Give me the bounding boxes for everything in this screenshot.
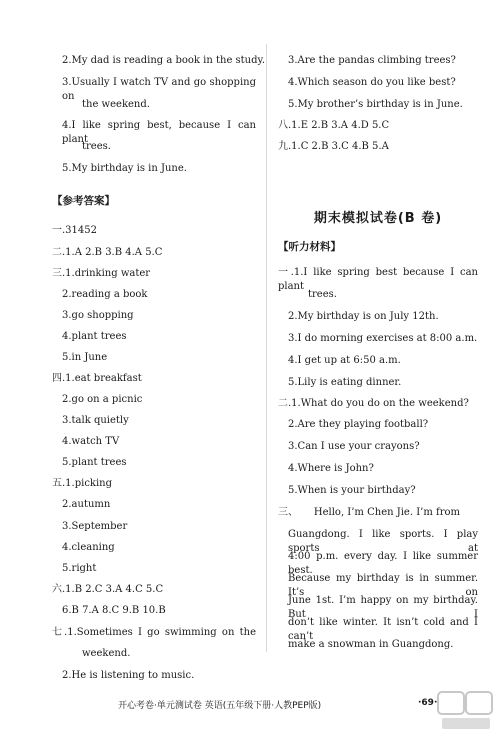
answer-line: 2.go on a picnic bbox=[62, 394, 143, 405]
answer-line: 4.cleaning bbox=[62, 542, 115, 553]
listening-line: 4.Where is John? bbox=[288, 463, 374, 474]
column-divider bbox=[266, 44, 267, 652]
answer-line: 5.right bbox=[62, 563, 97, 574]
listening-line: 3.Can I use your crayons? bbox=[288, 441, 420, 452]
text-line: 3.Usually I watch TV and go shopping on bbox=[62, 77, 256, 102]
answer-line: 3.go shopping bbox=[62, 310, 134, 321]
answer-line: 5.in June bbox=[62, 352, 108, 363]
answer-line: 四.1.eat breakfast bbox=[52, 373, 142, 384]
listening-line: June 1st. I’m happy on my birthday. But I bbox=[288, 595, 478, 620]
text-line: trees. bbox=[82, 141, 111, 152]
text-line: 3.Are the pandas climbing trees? bbox=[288, 55, 456, 66]
listening-line: 2.My birthday is on July 12th. bbox=[288, 311, 439, 322]
listening-line: 三、 Hello, I’m Chen Jie. I’m from bbox=[278, 507, 460, 518]
text-line: 2.My dad is reading a book in the study. bbox=[62, 55, 266, 66]
listening-line: 4:00 p.m. every day. I like summer best. bbox=[288, 551, 478, 576]
answers-heading: 【参考答案】 bbox=[52, 195, 115, 207]
answer-line: 七.1.Sometimes I go swimming on the bbox=[52, 627, 256, 638]
answer-line: 二.1.A 2.B 3.B 4.A 5.C bbox=[52, 247, 163, 258]
text-line: the weekend. bbox=[82, 99, 150, 110]
listening-heading: 【听力材料】 bbox=[278, 241, 341, 253]
answer-line: weekend. bbox=[82, 648, 131, 659]
listening-line: Because my birthday is in summer. It’s on bbox=[288, 573, 478, 598]
listening-line: 4.I get up at 6:50 a.m. bbox=[288, 355, 401, 366]
listening-line: 3.I do morning exercises at 8:00 a.m. bbox=[288, 333, 478, 344]
exam-title: 期末模拟试卷(B 卷) bbox=[313, 211, 443, 226]
listening-line: don’t like winter. It isn’t cold and I can’t bbox=[288, 617, 478, 642]
answer-line: 5.plant trees bbox=[62, 457, 127, 468]
text-line: 4.I like spring best, because I can plant bbox=[62, 120, 256, 145]
page-number: ·69· bbox=[418, 698, 438, 708]
answer-line: 九.1.C 2.B 3.C 4.B 5.A bbox=[278, 141, 389, 152]
listening-line: trees. bbox=[308, 289, 337, 300]
answer-line: 3.talk quietly bbox=[62, 415, 129, 426]
answer-line: 4.plant trees bbox=[62, 331, 127, 342]
answer-line: 六.1.B 2.C 3.A 4.C 5.C bbox=[52, 584, 164, 595]
answer-line: 一.31452 bbox=[52, 225, 97, 236]
listening-line: 2.Are they playing football? bbox=[288, 419, 429, 430]
listening-line: Guangdong. I like sports. I play sports at bbox=[288, 529, 478, 554]
listening-line: 一.1.I like spring best because I can plant bbox=[278, 267, 478, 292]
answer-line: 3.September bbox=[62, 521, 128, 532]
answer-line: 4.watch TV bbox=[62, 436, 120, 447]
listening-line: 二.1.What do you do on the weekend? bbox=[278, 398, 469, 409]
listening-line: 5.When is your birthday? bbox=[288, 485, 416, 496]
answer-line: 2.He is listening to music. bbox=[62, 670, 195, 681]
answer-line: 2.reading a book bbox=[62, 289, 148, 300]
footer-text: 开心考卷·单元测试卷 英语(五年级下册·人教PEP版) bbox=[118, 701, 322, 711]
text-line: 5.My brother’s birthday is in June. bbox=[288, 99, 463, 110]
answer-line: 6.B 7.A 8.C 9.B 10.B bbox=[62, 605, 166, 616]
text-line: 5.My birthday is in June. bbox=[62, 163, 187, 174]
text-line: 4.Which season do you like best? bbox=[288, 77, 456, 88]
watermark-logo-icon bbox=[436, 688, 496, 732]
listening-line: 5.Lily is eating dinner. bbox=[288, 377, 402, 388]
answer-line: 2.autumn bbox=[62, 499, 111, 510]
listening-line: make a snowman in Guangdong. bbox=[288, 639, 454, 650]
answer-line: 三.1.drinking water bbox=[52, 268, 151, 279]
answer-line: 八.1.E 2.B 3.A 4.D 5.C bbox=[278, 120, 390, 131]
answer-line: 五.1.picking bbox=[52, 478, 113, 489]
